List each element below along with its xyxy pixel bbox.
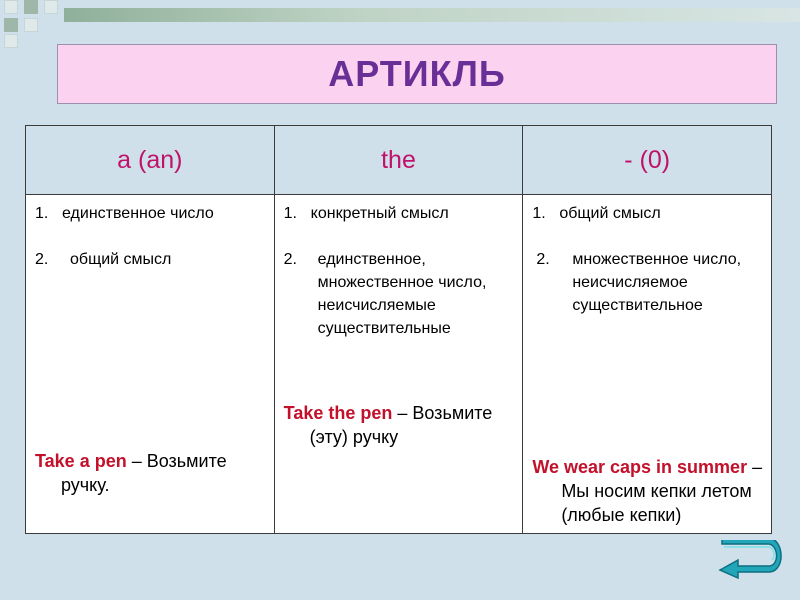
decor-top-bar bbox=[64, 8, 800, 22]
header-a-an: a (an) bbox=[26, 126, 275, 195]
item-number: 1. bbox=[532, 205, 546, 222]
item-number: 2. bbox=[536, 251, 550, 268]
example-translation: – Возьмите (эту) ручку bbox=[309, 403, 493, 447]
example-phrase: Take a pen bbox=[35, 451, 127, 471]
decor-square bbox=[4, 18, 18, 32]
item-text: общий смысл bbox=[70, 251, 172, 268]
cell-zero bbox=[523, 195, 772, 534]
list-item bbox=[532, 248, 763, 317]
decor-square bbox=[44, 0, 58, 14]
item-number: 2. bbox=[35, 251, 49, 268]
article-table bbox=[25, 125, 772, 534]
example-phrase: Take the pen bbox=[283, 403, 393, 423]
item-text: единственное число bbox=[62, 205, 214, 222]
item-number: 1. bbox=[35, 205, 49, 222]
item-text: единственное, множественное число, неисчисляемые существительные bbox=[317, 251, 487, 337]
return-arrow-icon[interactable] bbox=[716, 540, 782, 580]
table-row bbox=[26, 195, 772, 534]
cell-a-an bbox=[26, 195, 275, 534]
item-number: 1. bbox=[283, 205, 297, 222]
item-number: 2. bbox=[283, 251, 297, 268]
item-text: конкретный смысл bbox=[310, 205, 449, 222]
arrow-highlight bbox=[724, 547, 774, 560]
decor-square bbox=[4, 34, 18, 48]
decor-square bbox=[24, 18, 38, 32]
header-zero: - (0) bbox=[523, 126, 772, 195]
list-item bbox=[35, 202, 266, 225]
list-item bbox=[284, 202, 515, 225]
example bbox=[532, 455, 763, 527]
header-the: the bbox=[274, 126, 523, 195]
list-item bbox=[532, 202, 763, 225]
item-text: множественное число, неисчисляемое существительное bbox=[572, 251, 742, 314]
item-text: общий смысл bbox=[559, 205, 661, 222]
example-translation: – Мы носим кепки летом (любые кепки) bbox=[561, 457, 763, 525]
decor-square bbox=[4, 0, 18, 14]
decor-square bbox=[24, 0, 38, 14]
title-box bbox=[57, 44, 777, 104]
example-translation: – Возьмите ручку. bbox=[61, 451, 227, 495]
table-header-row bbox=[26, 126, 772, 195]
example bbox=[35, 449, 266, 497]
example bbox=[284, 401, 515, 449]
example-phrase: We wear caps in summer bbox=[532, 457, 748, 477]
list-item bbox=[35, 248, 266, 271]
cell-the bbox=[274, 195, 523, 534]
page-title: АРТИКЛЬ bbox=[328, 53, 506, 94]
list-item bbox=[284, 248, 515, 340]
